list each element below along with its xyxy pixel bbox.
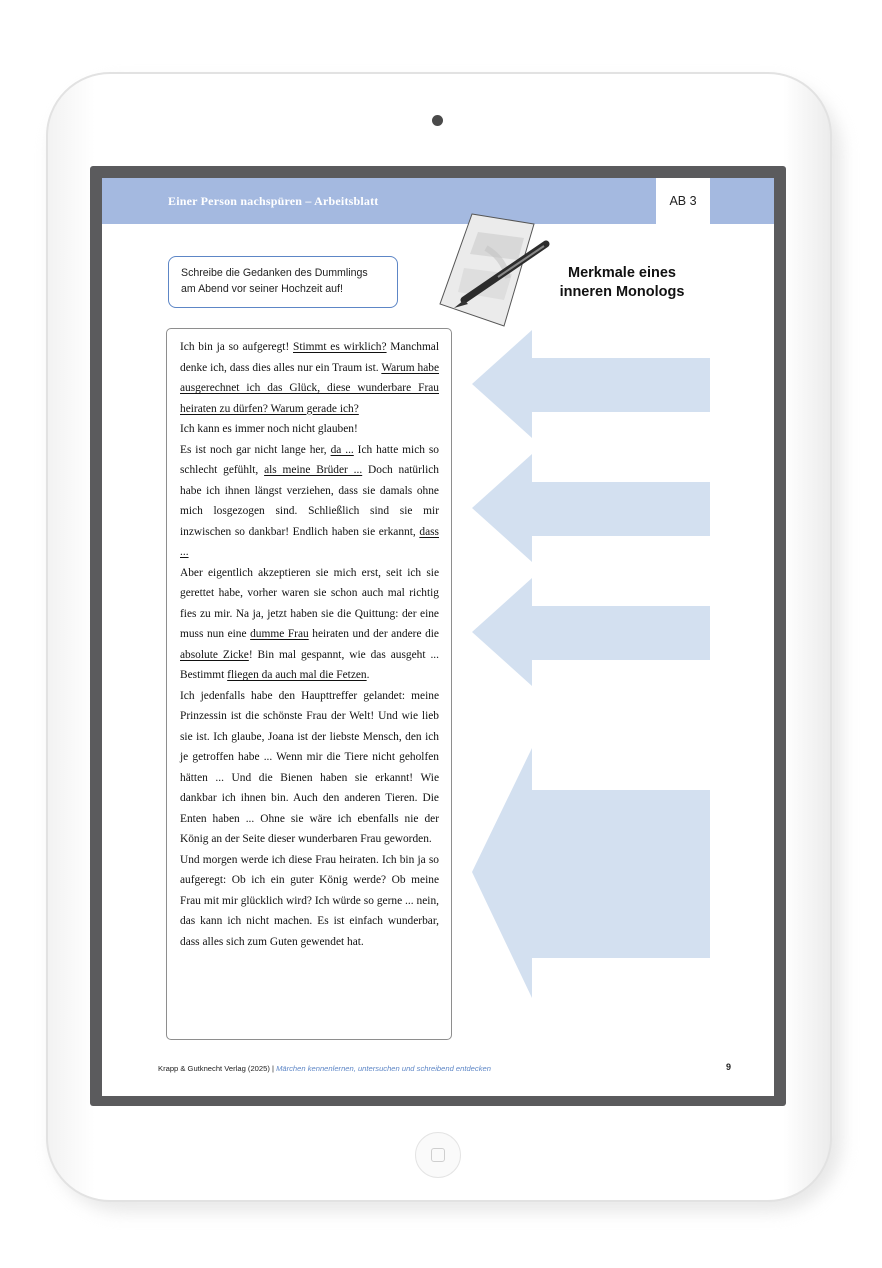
underlined-phrase: fliegen da auch mal die Fetzen	[227, 669, 367, 681]
arrow-fields	[472, 328, 712, 1008]
worksheet-page	[102, 178, 774, 1096]
paragraph-4	[180, 563, 439, 686]
underlined-phrase: dass ...	[180, 525, 439, 558]
page-title: Einer Person nachspüren – Arbeitsblatt	[168, 194, 379, 208]
arrow-field-4[interactable]	[472, 748, 710, 998]
underlined-phrase: Stimmt es wirklich?	[293, 341, 387, 353]
footer	[158, 1064, 491, 1073]
underlined-phrase: absolute Zicke	[180, 648, 249, 661]
underlined-phrase: als meine Brüder ...	[264, 464, 363, 476]
monolog-title	[532, 264, 712, 302]
arrow-field-1[interactable]	[472, 330, 710, 438]
text-segment: Doch natürlich habe ich ihnen längst verziehen, dass sie damals ohne mich losgezogen sind. Schließlich sind sie mir inzwischen so dankbar! Endlich haben sie erkannt,	[180, 464, 439, 538]
text-segment: Manchmal denke ich, dass dies alles nur ein Traum ist.	[180, 341, 440, 374]
paragraph-3	[180, 440, 439, 563]
home-button[interactable]	[415, 1132, 461, 1178]
text-segment: heiraten und der andere die	[308, 628, 439, 640]
text-segment: Aber eigentlich akzeptieren sie mich erst, seit ich sie gerettet habe, vorher waren sie schon auch mal richtig fies zu mir. Na ja, jetzt haben sie die Quittung: der eine muss nun eine	[180, 566, 439, 640]
worksheet-badge: AB 3	[656, 178, 710, 224]
paragraph-6: Und morgen werde ich diese Frau heiraten. Ich bin ja so aufgeregt: Ob ich ein guter König werde? Ob meine Frau mit mir glücklich wird? Ich würde so gerne ... nein, das kann ich nicht machen. Es ist einfach wunderbar, dass alles sich zum Guten gewendet hat.	[180, 853, 439, 948]
paragraph-2: Ich kann es immer noch nicht glauben!	[180, 423, 358, 435]
text-segment: .	[366, 669, 370, 681]
underlined-phrase: dumme Frau	[250, 628, 309, 640]
underlined-phrase: Warum habe ausgerechnet ich das Glück, diese wunderbare Frau heiraten zu dürfen? Warum gerade ich?	[180, 361, 440, 415]
page-number: 9	[726, 1062, 732, 1072]
text-segment: ! Bin mal gespannt, wie das ausgeht ... Bestimmt	[180, 648, 439, 681]
arrow-field-2[interactable]	[472, 454, 710, 562]
footer-book-title: Märchen kennenlernen, untersuchen und schreibend entdecken	[276, 1064, 491, 1073]
text-segment: Ich bin ja so aufgeregt!	[180, 341, 293, 353]
monolog-title-line2: inneren Monologs	[559, 284, 685, 300]
text-segment: Ich hatte mich so schlecht gefühlt,	[180, 443, 439, 476]
text-segment: Es ist noch gar nicht lange her,	[180, 443, 331, 456]
footer-publisher: Krapp & Gutknecht Verlag (2025) |	[158, 1064, 277, 1073]
camera-icon	[432, 115, 443, 126]
paragraph-5: Ich jedenfalls habe den Haupttreffer gelandet: meine Prinzessin ist die schönste Frau der Welt! Und wie lieb sie ist. Ich glaube, Joana ist der liebste Mensch, den ich je getroffen habe ... Wenn mir die Tiere nicht geholfen hätten ... Und die Bienen haben sie erkannt! Wie dankbar ich ihnen bin. Auch den anderen Tieren. Die Enten haben ... Ohne sie wäre ich ebenfalls nie der König an der Seite dieser wunderbaren Frau geworden.	[180, 689, 439, 845]
arrow-field-3[interactable]	[472, 578, 710, 686]
underlined-phrase: da ...	[330, 443, 354, 456]
paragraph-1	[180, 337, 439, 419]
monologue-text	[166, 328, 452, 1040]
home-square-icon	[431, 1148, 445, 1162]
monolog-title-line1: Merkmale eines	[567, 265, 676, 281]
task-instruction: Schreibe die Gedanken des Dummlings am Abend vor seiner Hochzeit auf!	[168, 256, 398, 308]
